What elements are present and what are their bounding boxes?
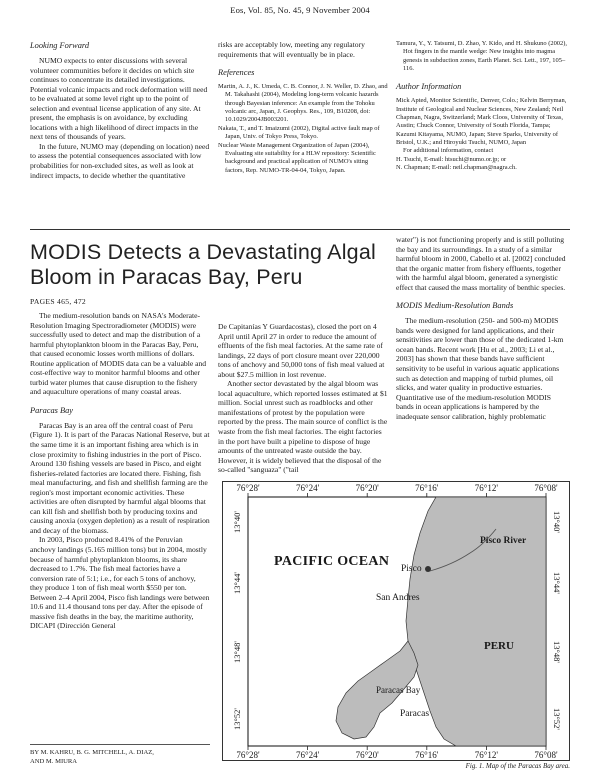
paracas-bay-label: Paracas Bay <box>376 685 421 695</box>
author-column <box>396 40 570 172</box>
figure-caption: Fig. 1. Map of the Paracas Bay area. <box>465 762 570 770</box>
looking-forward-column <box>30 40 210 180</box>
paragraph: In the future, NUMO may (depending on location) need to assess the potential consequences associated with low probabilities for non-excluded sites, as well as look at indirect impacts, to decide whether the quantitative <box>30 141 210 180</box>
references-list-continued <box>396 40 570 73</box>
top-tick-label: 76°12' <box>474 483 499 493</box>
bottom-tick-label: 76°24' <box>295 750 320 760</box>
reference-item: Nuclear Waste Management Organization of Japan (2004), Evaluating site suitability for a HLW repository: Scientific background and practical application of NUMO's siting factors, Rep. NUMO-TR-04-04, Tokyo, Japan. <box>218 141 376 174</box>
bottom-tick-label: 76°16' <box>415 750 439 760</box>
bottom-tick-label: 76°20' <box>355 750 379 760</box>
paragraph: The medium-resolution (250- and 500-m) MODIS bands were designed for land applications, and their sensitivities are lower than those of the dedicated 1-km ocean bands. Recent work [Hu et al., 2003; Li et al., 2003] has shown that these bands have sufficient sensitivity to be useful in various aquatic applications such as detection and mapping of turbid plumes, oil slicks, and water quality in productive estuaries. Quantitative use of the medium-resolution MODIS bands in ocean applications is hampered by the inadequate sensor calibration, highly problematic <box>396 316 564 421</box>
paracas-bay-map <box>222 481 570 761</box>
top-tick-label: 76°16' <box>415 483 439 493</box>
reference-item: Nakata, T., and T. Imaizumi (2002), Digital active fault map of Japan, Univ. of Tokyo Press, Tokyo. <box>218 124 380 141</box>
byline-line-2: AND M. MIURA <box>30 758 78 765</box>
top-tick-label: 76°08' <box>534 483 558 493</box>
article-pages: PAGES 465, 472 <box>30 297 87 306</box>
section-heading-references: References <box>218 68 255 78</box>
article-title: MODIS Detects a Devastating Algal Bloom in Paracas Bay, Peru <box>30 240 376 289</box>
paragraph: De Capitanías Y Guardacostas), closed the port on 4 April until April 27 in order to reduce the amount of effluents of the fish meal factories. At the same rate of landings, 22 days of port closure meant over 220,000 tons of anchovy and 50,000 tons of fish meal valued at about $27.5 million in lost revenue. <box>218 322 385 379</box>
top-tick-label: 76°24' <box>295 483 320 493</box>
left-tick-label: 13°40' <box>232 511 242 533</box>
references-list <box>218 83 388 175</box>
author-information <box>396 97 570 172</box>
san-andres-label: San Andres <box>376 593 420 603</box>
paragraph: risks are acceptably low, meeting any regulatory requirements that will eventually be in place. <box>218 40 365 59</box>
reference-item: Tamura, Y., Y. Tatsumi, D. Zhao, Y. Kido, and H. Shukuno (2002), Hot fingers in the mantle wedge: New insights into magma genesis in subduction zones, Earth Planet. Sci. Lett., 197, 105–116. <box>396 40 567 73</box>
peru-label: PERU <box>484 640 514 652</box>
contact-email-2[interactable]: N. Chapman; E-mail: neil.chapman@nagra.ch. <box>396 164 517 172</box>
byline-line-1: BY M. KAHRU, B. G. MITCHELL, A. DIAZ, <box>30 749 154 756</box>
author-list: Mick Apted, Monitor Scientific, Denver, Colo.; Kelvin Berryman, Institute of Geological and Nuclear Sciences, New Zealand; Neil Chapman, Nagra, Switzerland; Mark Cloos, University of Texas, Austin; Chuck Connor, University of South Florida, Tampa; Kazumi Kitayama, NUMO, Japan; Steve Sparks, University of Bristol, U.K.; and Hiroyuki Tsuchi, NUMO, Japan <box>396 97 567 147</box>
right-tick-label: 13°40' <box>552 511 562 533</box>
top-tick-label: 76°28' <box>236 483 260 493</box>
contact-label: For additional information, contact <box>403 147 494 155</box>
section-heading-modis-bands: MODIS Medium-Resolution Bands <box>396 301 514 311</box>
contact-email-1[interactable]: H. Tsuchi, E-mail: htsuchi@numo.or.jp; or <box>396 155 507 163</box>
left-tick-label: 13°48' <box>232 641 242 663</box>
pacific-ocean-label: PACIFIC OCEAN <box>274 554 390 569</box>
article-column-middle <box>218 322 388 475</box>
paragraph: In 2003, Pisco produced 8.41% of the Peruvian anchovy landings (5.165 million tons) but in 2004, mostly because of harmful phytoplankton blooms, its share decreased to 1.7%. The fish meal factories have a conversion rate of 5:1; i.e., for each 5 tons of anchovy, they produce 1 ton of fish meal worth $550 per ton. Between 2–4 April 2004, Pisco fish landings were between 10.6 and 11.4 thousand tons per day. After the episode of massive fish deaths in the bay, the maritime authority, DICAPI (Dirección General <box>30 535 210 631</box>
section-heading-author-information: Author Information <box>396 82 462 92</box>
article-column-left <box>30 311 210 631</box>
left-tick-label: 13°44' <box>232 572 242 594</box>
pisco-label: Pisco <box>401 564 422 574</box>
paragraph: Another sector devastated by the algal bloom was local aquaculture, which reported losses estimated at $1 million. Social unrest such as roadblocks and other manifestations of protest by the population were reported by the press. The main source of conflict is the waste from the fish meal factories. The eight factories in the port have built a pipeline to dispose of huge amounts of the untreated waste outside the bay. However, it is widely believed that the disposal of the so-called "sanguaza" ("tail <box>218 379 388 475</box>
paragraph: NUMO expects to enter discussions with several volunteer communities before it decides on which site continues to concentrate its detailed investigations. Potential volcanic impacts and rock deformation will need to be evaluated at some level right up to the point of selection and eventual license application of any site. At present, the emphasis is on avoidance, by excluding locations with a high likelihood of direct impacts in the next tens of thousands of years. <box>30 56 208 142</box>
bottom-tick-label: 76°28' <box>236 750 260 760</box>
section-heading-paracas-bay: Paracas Bay <box>30 405 74 415</box>
bottom-tick-label: 76°12' <box>474 750 499 760</box>
paragraph: Paracas Bay is an area off the central coast of Peru (Figure 1). It is part of the Paracas National Reserve, but at the same time it is an important fishing area which is in close proximity to fishing industries in the port of Pisco. Around 130 fishing vessels are based in Pisco, and eight fisheries-related factories are located there. Fishing, fish meal manufacturing, and fish and shellfish farming are the region's most important economic activities. These activities are often disrupted by harmful algal blooms that can kill fish and shellfish both by producing toxins and causing anoxia (oxygen depletion) as a result of respiration and decay of the biomass. <box>30 420 210 535</box>
pisco-river-label: Pisco River <box>480 536 527 546</box>
right-tick-label: 13°44' <box>552 572 562 594</box>
byline <box>30 744 210 766</box>
reference-item: Martin, A. J., K. Umeda, C. B. Connor, J. N. Weller, D. Zhao, and M. Takahashi (2004), Modeling long-term volcanic hazards through Bayesian inference: An example from the Tohoku volcanic arc, Japan, J. Geophys. Res., 109, B10208, doi: 10.1029/2004JB003201. <box>218 83 388 124</box>
right-tick-label: 13°52' <box>552 708 562 730</box>
article-column-right <box>396 235 570 421</box>
journal-header: Eos, Vol. 85, No. 45, 9 November 2004 <box>230 5 370 15</box>
section-divider <box>30 229 570 230</box>
right-tick-label: 13°48' <box>552 641 562 663</box>
references-column <box>218 40 388 175</box>
top-tick-label: 76°20' <box>355 483 379 493</box>
paracas-label: Paracas <box>400 709 430 719</box>
paragraph: The medium-resolution bands on NASA's Moderate-Resolution Imaging Spectroradiometer (MODIS) were successfully used to detect and map the distribution of a harmful phytoplankton bloom in the Paracas Bay, Peru, that caused economic losses worth millions of dollars. Routine application of MODIS data can be a valuable and cost-effective way to monitor harmful blooms and other turbid water plumes that cause disruption to the fishery and aquaculture operations of many coastal areas. <box>30 311 207 397</box>
bottom-tick-label: 76°08' <box>534 750 558 760</box>
section-heading-looking-forward: Looking Forward <box>30 41 90 50</box>
left-tick-label: 13°52' <box>232 708 242 730</box>
pisco-town-marker <box>425 566 431 572</box>
paragraph: water") is not functioning properly and is still polluting the bay and its surroundings. In a study of a similar harmful bloom in 2000, Cabello et al. [2002] concluded that the organic matter from fishery effluents, together with the harmful algal bloom, generated a synergistic effect that caused the mass mortality of benthic species. <box>396 235 566 292</box>
